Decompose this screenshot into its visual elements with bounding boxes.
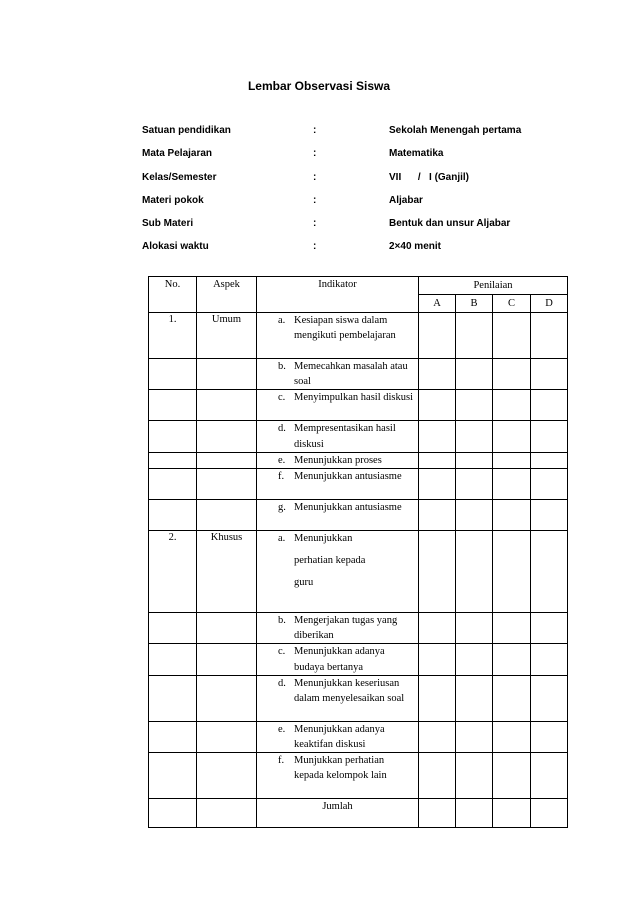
info-row: [139, 141, 559, 164]
grade-cell-a[interactable]: [419, 531, 456, 613]
indicator-cell: [257, 390, 419, 421]
indicator-cell: [257, 753, 419, 799]
indicator-letter: b.: [278, 615, 286, 627]
jumlah-grade-c[interactable]: [493, 799, 531, 828]
grade-cell-d[interactable]: [531, 753, 568, 799]
indicator-letter: c.: [278, 646, 286, 658]
grade-cell-d[interactable]: [531, 531, 568, 613]
indicator-letter: e.: [278, 454, 286, 466]
indicator-cell: [257, 500, 419, 531]
row-number: [149, 452, 197, 468]
row-aspek: [197, 390, 257, 421]
info-label: Satuan pendidikan: [142, 125, 231, 136]
info-row: [139, 165, 559, 188]
row-number: 2.: [149, 531, 197, 613]
info-value: Sekolah Menengah pertama: [389, 125, 522, 136]
grade-cell-d[interactable]: [531, 421, 568, 452]
row-number: [149, 644, 197, 675]
page-title: Lembar Observasi Siswa: [247, 79, 391, 93]
row-aspek: [197, 753, 257, 799]
jumlah-label: Jumlah: [257, 799, 419, 828]
row-aspek: [197, 421, 257, 452]
grade-cell-b[interactable]: [456, 753, 493, 799]
indicator-letter: a.: [278, 315, 286, 326]
row-aspek: [197, 613, 257, 644]
info-section: [139, 118, 559, 258]
grade-cell-b[interactable]: [456, 469, 493, 500]
grade-cell-c[interactable]: [493, 644, 531, 675]
grade-cell-d[interactable]: [531, 721, 568, 752]
grade-cell-a[interactable]: [419, 721, 456, 752]
info-colon: :: [313, 218, 317, 230]
grade-cell-a[interactable]: [419, 644, 456, 675]
indicator-cell: [257, 613, 419, 644]
indicator-cell: [257, 644, 419, 675]
grade-cell-c[interactable]: [493, 452, 531, 468]
indicator-cell: [257, 675, 419, 721]
grade-cell-b[interactable]: [456, 500, 493, 531]
info-row: [139, 234, 559, 257]
indicator-letter: f.: [278, 471, 285, 483]
row-aspek: [197, 452, 257, 468]
indicator-text: Menunjukkan antusiasme: [294, 471, 402, 483]
grade-cell-c[interactable]: [493, 390, 531, 421]
info-value: Bentuk dan unsur Aljabar: [389, 218, 511, 230]
row-number: [149, 753, 197, 799]
indicator-text: Menyimpulkan hasil diskusi: [294, 392, 413, 404]
indicator-text: Memecahkan masalah atau soal: [294, 361, 408, 388]
header-aspek: Aspek: [197, 277, 257, 313]
jumlah-grade-d[interactable]: [531, 799, 568, 828]
grade-cell-c[interactable]: [493, 753, 531, 799]
info-label: Sub Materi: [142, 218, 194, 230]
jumlah-grade-b[interactable]: [456, 799, 493, 828]
info-colon: :: [313, 241, 317, 253]
row-number: [149, 613, 197, 644]
indicator-letter: a.: [278, 533, 286, 545]
header-penilaian: Penilaian: [419, 277, 568, 295]
row-number: [149, 359, 197, 390]
info-colon: :: [313, 148, 317, 160]
grade-cell-a[interactable]: [419, 313, 456, 359]
info-colon: :: [313, 125, 317, 136]
info-row: [139, 211, 559, 234]
grade-cell-c[interactable]: [493, 313, 531, 359]
grade-cell-c[interactable]: [493, 613, 531, 644]
grade-cell-a[interactable]: [419, 359, 456, 390]
indicator-letter: d.: [278, 423, 286, 435]
grade-cell-a[interactable]: [419, 421, 456, 452]
row-aspek: [197, 675, 257, 721]
info-colon: :: [313, 171, 317, 183]
row-number: [149, 469, 197, 500]
indicator-cell: [257, 452, 419, 468]
row-aspek: [197, 721, 257, 752]
indicator-cell: [257, 531, 419, 613]
grade-cell-c[interactable]: [493, 721, 531, 752]
grade-cell-b[interactable]: [456, 613, 493, 644]
header-grade-b: B: [456, 295, 493, 313]
row-aspek: [197, 359, 257, 390]
row-number: 1.: [149, 313, 197, 359]
header-no: No.: [149, 277, 197, 313]
header-indikator: Indikator: [257, 277, 419, 313]
row-aspek: [197, 500, 257, 531]
indicator-text: Menunjukkan adanya keaktifan diskusi: [294, 723, 385, 751]
grade-cell-a[interactable]: [419, 390, 456, 421]
indicator-letter: d.: [278, 677, 286, 689]
row-aspek: [197, 469, 257, 500]
row-number: [149, 500, 197, 531]
indicator-text: Menunjukkan proses: [294, 454, 382, 466]
info-label: Kelas/Semester: [142, 171, 217, 183]
grade-cell-c[interactable]: [493, 500, 531, 531]
grade-cell-a[interactable]: [419, 469, 456, 500]
grade-cell-a[interactable]: [419, 675, 456, 721]
grade-cell-d[interactable]: [531, 469, 568, 500]
indicator-text: Menunjukkan antusiasme: [294, 502, 402, 514]
indicator-cell: [257, 313, 419, 359]
grade-cell-b[interactable]: [456, 531, 493, 613]
info-label: Alokasi waktu: [142, 241, 209, 253]
grade-cell-b[interactable]: [456, 721, 493, 752]
row-number: [149, 675, 197, 721]
jumlah-grade-a[interactable]: [419, 799, 456, 828]
row-aspek: [197, 644, 257, 675]
indicator-letter: g.: [278, 502, 286, 514]
grade-cell-b[interactable]: [456, 421, 493, 452]
info-row: [139, 188, 559, 211]
grade-cell-b[interactable]: [456, 359, 493, 390]
row-number: [149, 421, 197, 452]
grade-cell-a[interactable]: [419, 753, 456, 799]
grade-cell-c[interactable]: [493, 359, 531, 390]
jumlah-aspek-cell: [197, 799, 257, 828]
info-label: Materi pokok: [142, 194, 204, 206]
indicator-text: Munjukkan perhatian kepada kelompok lain: [294, 755, 387, 782]
grade-cell-c[interactable]: [493, 531, 531, 613]
grade-cell-c[interactable]: [493, 421, 531, 452]
grade-cell-b[interactable]: [456, 390, 493, 421]
info-value: VII / I (Ganjil): [389, 171, 470, 183]
row-aspek: Umum: [197, 313, 257, 359]
indicator-letter: e.: [278, 723, 286, 735]
indicator-text: Mempresentasikan hasil diskusi: [294, 423, 396, 450]
grade-cell-b[interactable]: [456, 675, 493, 721]
row-number: [149, 721, 197, 752]
grade-cell-d[interactable]: [531, 390, 568, 421]
grade-cell-d[interactable]: [531, 675, 568, 721]
observation-table: [148, 276, 568, 828]
info-value: 2×40 menit: [389, 241, 441, 253]
row-aspek: Khusus: [197, 531, 257, 613]
info-label: Mata Pelajaran: [142, 148, 213, 160]
row-number: [149, 390, 197, 421]
grade-cell-b[interactable]: [456, 452, 493, 468]
info-colon: :: [313, 194, 317, 206]
indicator-text: Mengerjakan tugas yang diberikan: [294, 615, 398, 642]
grade-cell-d[interactable]: [531, 313, 568, 359]
header-grade-c: C: [493, 295, 531, 313]
indicator-cell: [257, 359, 419, 390]
grade-cell-b[interactable]: [456, 644, 493, 675]
jumlah-number-cell: [149, 799, 197, 828]
grade-cell-c[interactable]: [493, 675, 531, 721]
indicator-cell: [257, 421, 419, 452]
indicator-cell: [257, 721, 419, 752]
grade-cell-c[interactable]: [493, 469, 531, 500]
grade-cell-d[interactable]: [531, 644, 568, 675]
indicator-text: Menunjukkan adanya budaya bertanya: [294, 646, 385, 673]
grade-cell-a[interactable]: [419, 613, 456, 644]
indicator-text: Menunjukkan perhatian kepada guru: [294, 533, 366, 589]
info-value: Aljabar: [389, 194, 423, 206]
indicator-letter: f.: [278, 755, 285, 767]
indicator-text: Kesiapan siswa dalam mengikuti pembelajaran: [294, 315, 396, 342]
grade-cell-d[interactable]: [531, 500, 568, 531]
grade-cell-d[interactable]: [531, 613, 568, 644]
indicator-cell: [257, 469, 419, 500]
header-grade-a: A: [419, 295, 456, 313]
grade-cell-d[interactable]: [531, 452, 568, 468]
grade-cell-a[interactable]: [419, 452, 456, 468]
indicator-letter: b.: [278, 361, 286, 372]
indicator-text: Menunjukkan keseriusan dalam menyelesaikan soal: [294, 677, 405, 705]
grade-cell-b[interactable]: [456, 313, 493, 359]
grade-cell-a[interactable]: [419, 500, 456, 531]
indicator-letter: c.: [278, 392, 286, 404]
header-grade-d: D: [531, 295, 568, 313]
info-row: [139, 118, 559, 141]
info-value: Matematika: [389, 148, 444, 160]
grade-cell-d[interactable]: [531, 359, 568, 390]
